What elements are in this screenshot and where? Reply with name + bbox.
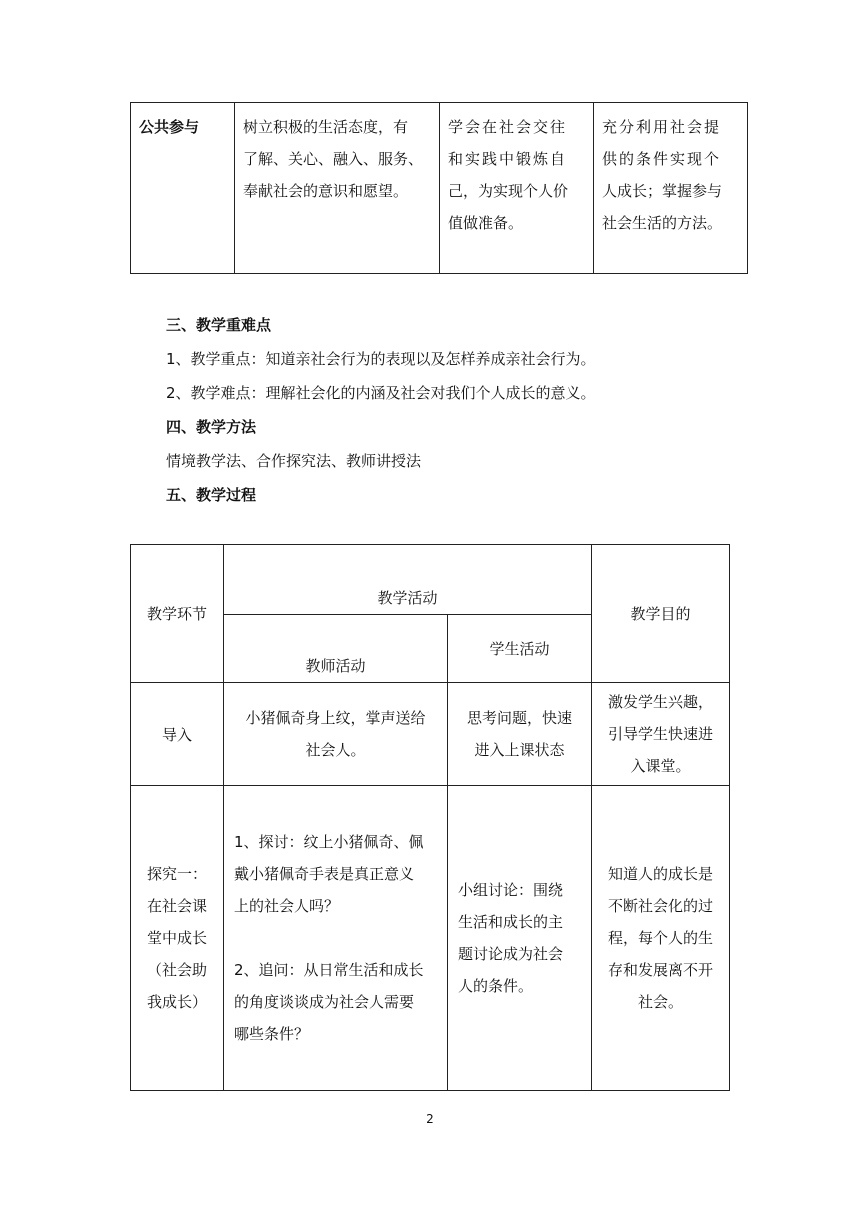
cell-ability: 学会在社会交往 和实践中锻炼自 己，为实现个人价 值做准备。 <box>440 103 594 274</box>
key-point-item: 1、教学重点：知道亲社会行为的表现以及怎样养成亲社会行为。 <box>166 350 596 368</box>
row2-goal: 知道人的成长是 不断社会化的过 程，每个人的生 存和发展离不开 社会。 <box>592 786 730 1091</box>
page-number: 2 <box>426 1112 434 1126</box>
header-activity: 教学活动 <box>224 545 592 615</box>
header-teacher: 教师活动 <box>224 615 448 683</box>
row2-stage: 探究一： 在社会课 堂中成长 （社会助 我成长） <box>131 786 224 1091</box>
header-goal: 教学目的 <box>592 545 730 683</box>
row1-stage: 导入 <box>131 683 224 786</box>
row1-student: 思考问题，快速 进入上课状态 <box>448 683 592 786</box>
header-student: 学生活动 <box>448 615 592 683</box>
section-title-key-points: 三、教学重难点 <box>166 316 272 334</box>
table-objectives <box>130 102 748 274</box>
section-title-process: 五、教学过程 <box>166 486 257 504</box>
row2-student: 小组讨论：围绕 生活和成长的主 题讨论成为社会 人的条件。 <box>448 786 592 1091</box>
header-stage: 教学环节 <box>131 545 224 683</box>
row1-goal: 激发学生兴趣， 引导学生快速进 入课堂。 <box>592 683 730 786</box>
cell-knowledge: 充分利用社会提 供的条件实现个 人成长；掌握参与 社会生活的方法。 <box>594 103 748 274</box>
row2-teacher: 1、探讨：纹上小猪佩奇、佩 戴小猪佩奇手表是真正意义 上的社会人吗？ 2、追问：从日常生活和成长 的角度谈谈成为社会人需要 哪些条件？ <box>224 786 448 1091</box>
methods-text: 情境教学法、合作探究法、教师讲授法 <box>166 452 422 470</box>
row1-teacher: 小猪佩奇身上纹，掌声送给 社会人。 <box>224 683 448 786</box>
cell-attitude: 树立积极的生活态度，有 了解、关心、融入、服务、 奉献社会的意识和愿望。 <box>235 103 440 274</box>
difficult-point-item: 2、教学难点：理解社会化的内涵及社会对我们个人成长的意义。 <box>166 384 596 402</box>
section-title-methods: 四、教学方法 <box>166 418 257 436</box>
row-label-public-participation: 公共参与 <box>131 103 235 274</box>
table-process <box>130 544 730 1091</box>
